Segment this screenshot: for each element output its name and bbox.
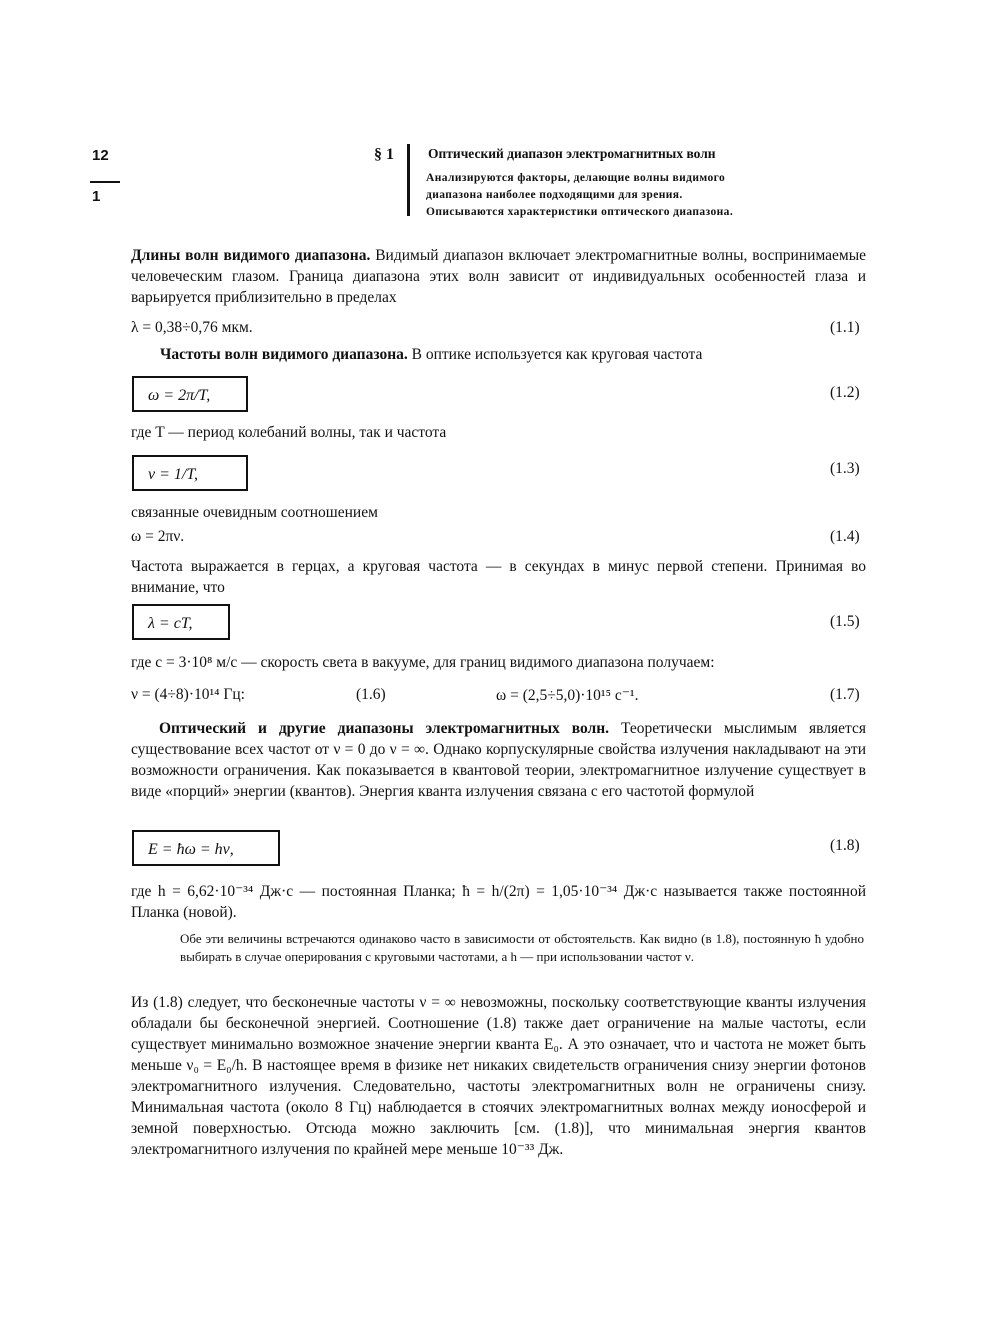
section-number: 1 bbox=[92, 188, 101, 205]
section-mark: § 1 bbox=[374, 146, 394, 163]
section-title: Оптический диапазон электромагнитных волн bbox=[428, 146, 716, 161]
section-abstract bbox=[426, 170, 733, 221]
equation-1-8-box: E = ħω = hν, bbox=[132, 830, 280, 866]
equation-1-7: ω = (2,5÷5,0)·10¹⁵ с⁻¹. bbox=[496, 687, 639, 704]
text-relation: связанные очевидным соотношением bbox=[131, 504, 378, 521]
equation-number: (1.3) bbox=[830, 460, 860, 477]
run-in-heading: Длины волн видимого диапазона. bbox=[131, 247, 371, 264]
equation-1-2-box: ω = 2π/T, bbox=[132, 376, 248, 412]
paragraph-planck-constant: где h = 6,62·10⁻³⁴ Дж·с — постоянная Планка; ħ = h/(2π) = 1,05·10⁻³⁴ Дж·с называется также постоянной Планка (новой). bbox=[131, 883, 866, 921]
page-number-rule bbox=[90, 181, 120, 183]
paragraph-text: Теоретически мыслимым является существование всех частот от ν = 0 до ν = ∞. Однако корпускулярные свойства излучения накладывают на эти возможности ограничения. Как показывается в квантовой теории, электромагнитное излучение существует в виде «порций» энергии (квантов). Энергия кванта излучения связана с его частотой формулой bbox=[131, 720, 866, 800]
equation-number: (1.5) bbox=[830, 613, 860, 630]
abstract-line: Описываются характеристики оптического диапазона. bbox=[426, 206, 734, 218]
text-speed-of-light: где c = 3·10⁸ м/с — скорость света в вакууме, для границ видимого диапазона получаем: bbox=[131, 654, 715, 671]
paragraph-frequencies bbox=[160, 346, 702, 364]
equation-number: (1.1) bbox=[830, 319, 860, 336]
paragraph-units: Частота выражается в герцах, а круговая частота — в секундах в минус первой степени. Принимая во внимание, что bbox=[131, 558, 866, 596]
equation-1-3-box: ν = 1/T, bbox=[132, 455, 248, 491]
equation-1-5-box: λ = cT, bbox=[132, 604, 230, 640]
paragraph-text: Видимый диапазон включает электромагнитные волны, воспринимаемые человеческим глазом. Граница диапазона этих волн зависит от индивидуальных особенностей глаза и варьируется приблизительно в пределах bbox=[131, 247, 867, 306]
paragraph-text: В оптике используется как круговая частота bbox=[407, 346, 703, 363]
equation-number: (1.2) bbox=[830, 384, 860, 401]
abstract-line: диапазона наиболее подходящими для зрения. bbox=[426, 189, 683, 201]
equation-1-6: ν = (4÷8)·10¹⁴ Гц: bbox=[131, 686, 245, 703]
paragraph-optical-and-other-ranges bbox=[131, 718, 866, 802]
paragraph-visible-wavelengths bbox=[131, 245, 866, 308]
section-divider-bar bbox=[407, 144, 410, 216]
paragraph-frequency-limits: Из (1.8) следует, что бесконечные частоты ν = ∞ невозможны, поскольку соответствующие кванты излучения обладали бы бесконечной энергией. Соотношение (1.8) также дает ограничение на малые частоты, если существует минимально возможное значение энергии кванта E₀. А это означает, что и частота не может быть меньше ν₀ = E₀/h. В настоящее время в физике нет никаких свидетельств ограничения снизу энергии фотонов электромагнитного излучения. Следовательно, частоты электромагнитных волн не ограничены снизу. Минимальная частота (около 8 Гц) наблюдается в стоячих электромагнитных волнах между ионосферой и земной поверхностью. Отсюда можно заключить [см. (1.8)], что минимальная энергия квантов электромагнитного излучения по крайней мере меньше 10⁻³³ Дж. bbox=[131, 994, 866, 1158]
text-period-definition: где T — период колебаний волны, так и частота bbox=[131, 424, 447, 441]
abstract-line: Анализируются факторы, делающие волны видимого bbox=[426, 172, 726, 184]
run-in-heading: Оптический и другие диапазоны электромагнитных волн. bbox=[159, 720, 610, 737]
equation-number: (1.4) bbox=[830, 528, 860, 545]
small-print-note: Обе эти величины встречаются одинаково часто в зависимости от обстоятельств. Как видно (в 1.8), постоянную ħ удобно выбирать в случае оперирования с круговыми частотами, а h — при использовании частот ν. bbox=[180, 931, 864, 964]
run-in-heading: Частоты волн видимого диапазона. bbox=[160, 346, 408, 363]
page-number: 12 bbox=[92, 147, 109, 164]
equation-number: (1.6) bbox=[356, 686, 386, 703]
equation-number: (1.8) bbox=[830, 837, 860, 854]
equation-1-4: ω = 2πν. bbox=[131, 528, 185, 545]
equation-1-1: λ = 0,38÷0,76 мкм. bbox=[131, 319, 253, 336]
equation-number: (1.7) bbox=[830, 686, 860, 703]
